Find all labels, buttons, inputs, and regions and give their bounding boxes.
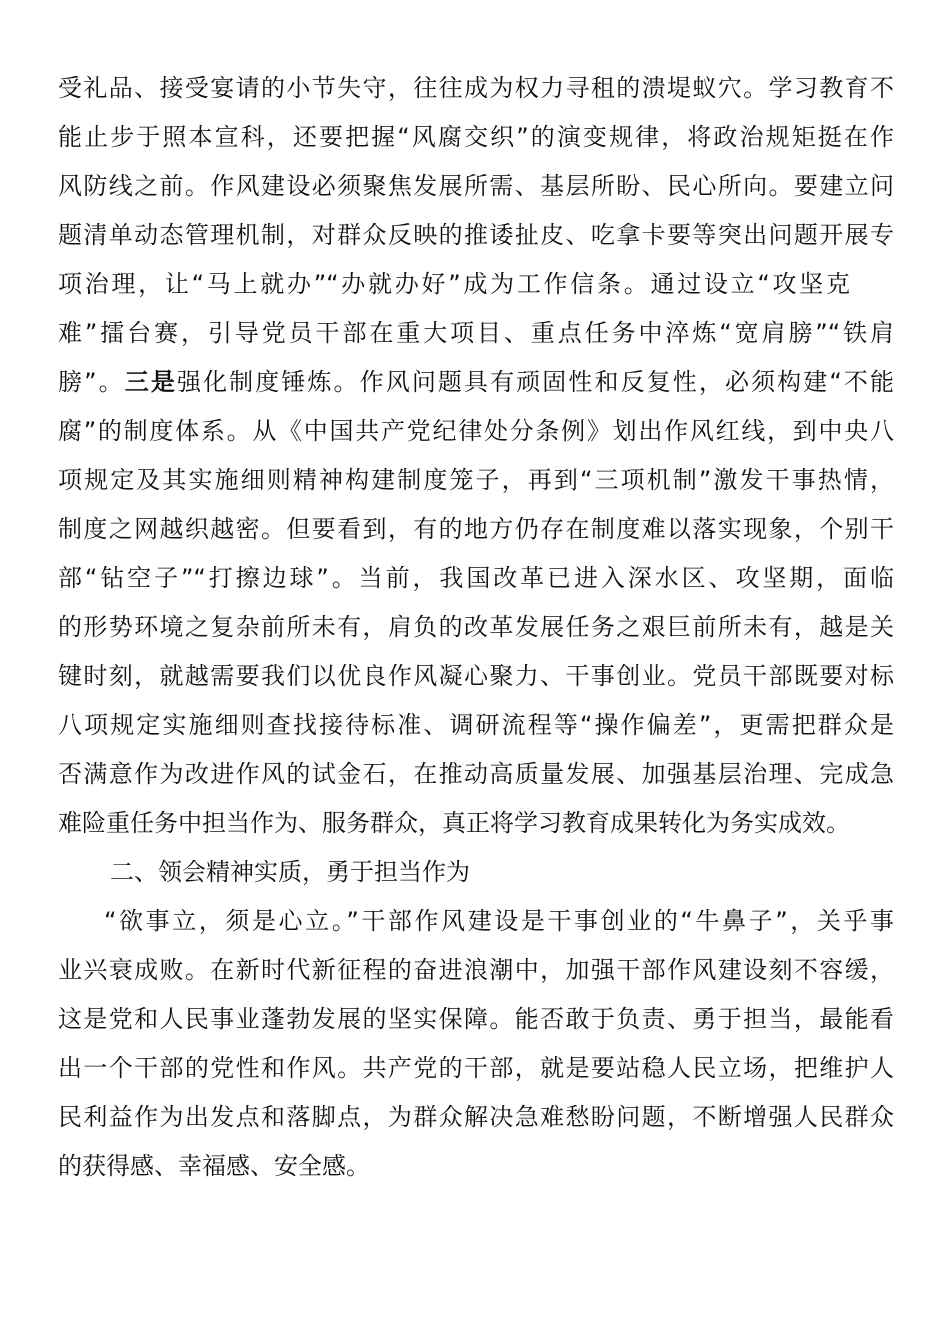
paragraph-line: 键时刻，就越需要我们以优良作风凝心聚力、干事创业。党员干部既要对标 <box>58 662 894 690</box>
paragraph-line: 题清单动态管理机制，对群众反映的推诿扯皮、吃拿卡要等突出问题开展专 <box>58 221 894 249</box>
paragraph-line: 八项规定实施细则查找接待标准、调研流程等“操作偏差”，更需把群众是 <box>58 711 894 739</box>
paragraph-line-last: 难险重任务中担当作为、服务群众，真正将学习教育成果转化为务实成效。 <box>58 809 850 837</box>
paragraph-line: 能止步于照本宣科，还要把握“风腐交织”的演变规律，将政治规矩挺在作 <box>58 123 894 151</box>
paragraph-line: 制度之网越织越密。但要看到，有的地方仍存在制度难以落实现象，个别干 <box>58 515 894 543</box>
paragraph-line: 民利益作为出发点和落脚点，为群众解决急难愁盼问题，不断增强人民群众 <box>58 1103 894 1131</box>
paragraph-line: 否满意作为改进作风的试金石，在推动高质量发展、加强基层治理、完成急 <box>58 760 894 788</box>
paragraph-line: 难”擂台赛，引导党员干部在重大项目、重点任务中淬炼“宽肩膀”“铁肩 <box>58 319 894 347</box>
line-text-before: 膀”。 <box>58 368 125 396</box>
paragraph-line: 腐”的制度体系。从《中国共产党纪律处分条例》划出作风红线，到中央八 <box>58 417 894 445</box>
paragraph-line: 业兴衰成败。在新时代新征程的奋进浪潮中，加强干部作风建设刻不容缓， <box>58 956 894 984</box>
paragraph-line: 项规定及其实施细则精神构建制度笼子，再到“三项机制”激发干事热情， <box>58 466 894 494</box>
paragraph-line: 受礼品、接受宴请的小节失守，往往成为权力寻租的溃堤蚁穴。学习教育不 <box>58 74 894 102</box>
paragraph-line: 部“钻空子”“打擦边球”。当前，我国改革已进入深水区、攻坚期，面临 <box>58 564 894 592</box>
paragraph-line-last: 的获得感、幸福感、安全感。 <box>58 1152 370 1180</box>
paragraph-line: 这是党和人民事业蓬勃发展的坚实保障。能否敢于负责、勇于担当，最能看 <box>58 1005 894 1033</box>
paragraph-first-line: “欲事立，须是心立。”干部作风建设是干事创业的“牛鼻子”，关乎事 <box>104 907 894 935</box>
paragraph-line: 出一个干部的党性和作风。共产党的干部，就是要站稳人民立场，把维护人 <box>58 1054 894 1082</box>
line-text-after: 强化制度锤炼。作风问题具有顽固性和反复性，必须构建“不能 <box>176 368 894 396</box>
emphasis-san-shi: 三是 <box>124 368 177 396</box>
paragraph-line: 风防线之前。作风建设必须聚焦发展所需、基层所盼、民心所向。要建立问 <box>58 172 894 200</box>
section-heading: 二、领会精神实质，勇于担当作为 <box>110 858 470 886</box>
paragraph-line: 的形势环境之复杂前所未有，肩负的改革发展任务之艰巨前所未有，越是关 <box>58 613 894 641</box>
paragraph-line: 项治理，让“马上就办”“办就办好”成为工作信条。通过设立“攻坚克 <box>58 270 850 298</box>
paragraph-line-with-emphasis <box>58 362 894 402</box>
